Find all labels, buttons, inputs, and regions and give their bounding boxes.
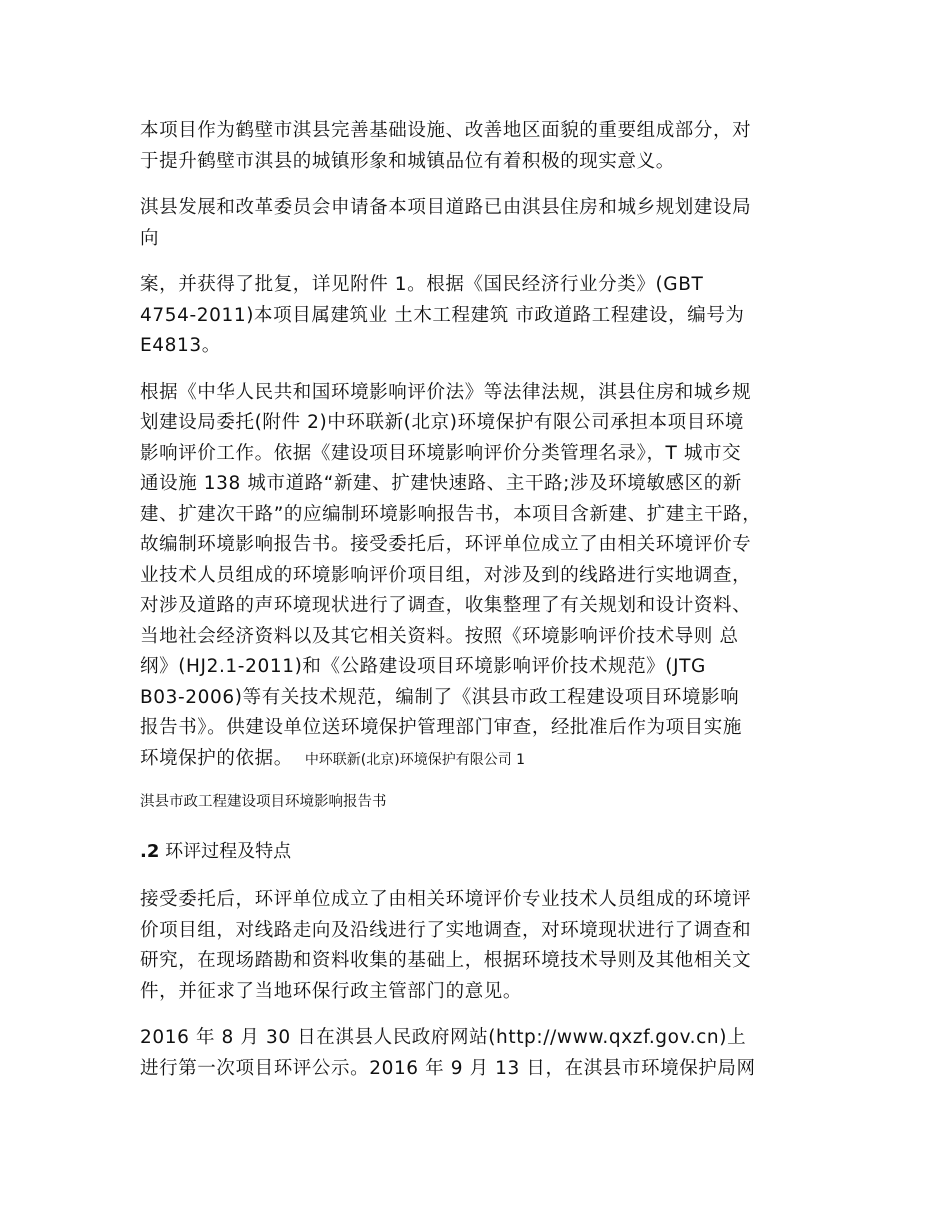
text-line: 影响评价工作。依据《建设项目环境影响评价分类管理名录》，T 城市交: [140, 442, 742, 464]
text-segment: 环境保护的依据。: [140, 747, 293, 769]
text-line: 通设施 138 城市道路“新建、扩建快速路、主干路;涉及环境敏感区的新: [140, 473, 742, 494]
paragraph-classification: [140, 270, 850, 362]
text-line: 于提升鹤壁市淇县的城镇形象和城镇品位有着积极的现实意义。: [140, 150, 675, 172]
text-line: 向: [140, 227, 160, 249]
paragraph-legal-basis: [140, 378, 850, 776]
text-line: 报告书》。供建设单位送环境保护管理部门审查，经批准后作为项目实施: [140, 717, 742, 738]
section-heading: [140, 837, 850, 867]
text-line: 4754-2011)本项目属建筑业 土木工程建筑 市政道路工程建设，编号为: [140, 304, 745, 326]
page-footer: 中环联新(北京)环境保护有限公司 1: [304, 751, 526, 768]
text-line: 对涉及道路的声环境现状进行了调查，收集整理了有关规划和设计资料、: [140, 595, 752, 616]
section-number: .2: [140, 841, 160, 862]
text-line: 故编制环境影响报告书。接受委托后，环评单位成立了由相关环境评价专: [140, 534, 752, 555]
text-line: 进行第一次项目环评公示。2016 年 9 月 13 日，在淇县市环境保护局网: [140, 1057, 756, 1079]
paragraph-publicity: [140, 1023, 850, 1084]
running-header: 淇县市政工程建设项目环境影响报告书: [140, 794, 387, 810]
text-line: 本项目作为鹤壁市淇县完善基础设施、改善地区面貌的重要组成部分，对: [140, 120, 752, 141]
paragraph-filing: [140, 193, 850, 254]
text-line: 业技术人员组成的环境影响评价项目组，对涉及到的线路进行实地调查，: [140, 564, 752, 586]
text-line: E4813。: [140, 335, 221, 356]
text-line: B03-2006)等有关技术规范，编制了《淇县市政工程建设项目环境影响: [140, 686, 740, 708]
text-line: 划建设局委托(附件 2)中环联新(北京)环境保护有限公司承担本项目环境: [140, 412, 745, 433]
paragraph-significance: [140, 116, 850, 177]
text-line: 接受委托后，环评单位成立了由相关环境评价专业技术人员组成的环境评: [140, 889, 752, 910]
paragraph-process: [140, 885, 850, 1007]
text-line: 价项目组，对线路走向及沿线进行了实地调查，对环境现状进行了调查和: [140, 919, 752, 941]
text-line: 当地社会经济资料以及其它相关资料。按照《环境影响评价技术导则 总: [140, 625, 739, 647]
text-line: 研究，在现场踏勘和资料收集的基础上，根据环境技术导则及其他相关文: [140, 950, 752, 971]
text-line: [140, 744, 850, 776]
section-title: 环评过程及特点: [165, 841, 292, 862]
text-line: 案，并获得了批复，详见附件 1。根据《国民经济行业分类》(GBT: [140, 274, 704, 295]
text-line: 淇县发展和改革委员会申请备本项目道路已由淇县住房和城乡规划建设局: [140, 197, 752, 218]
text-line: 建、扩建次干路”的应编制环境影响报告书，本项目含新建、扩建主干路，: [140, 503, 762, 525]
text-line: 件，并征求了当地环保行政主管部门的意见。: [140, 980, 523, 1002]
text-line: 纲》(HJ2.1-2011)和《公路建设项目环境影响评价技术规范》(JTG: [140, 656, 706, 677]
text-line: 根据《中华人民共和国环境影响评价法》等法律法规，淇县住房和城乡规: [140, 381, 752, 403]
text-line: 2016 年 8 月 30 日在淇县人民政府网站(http://www.qxzf.gov.cn)上: [140, 1027, 747, 1048]
